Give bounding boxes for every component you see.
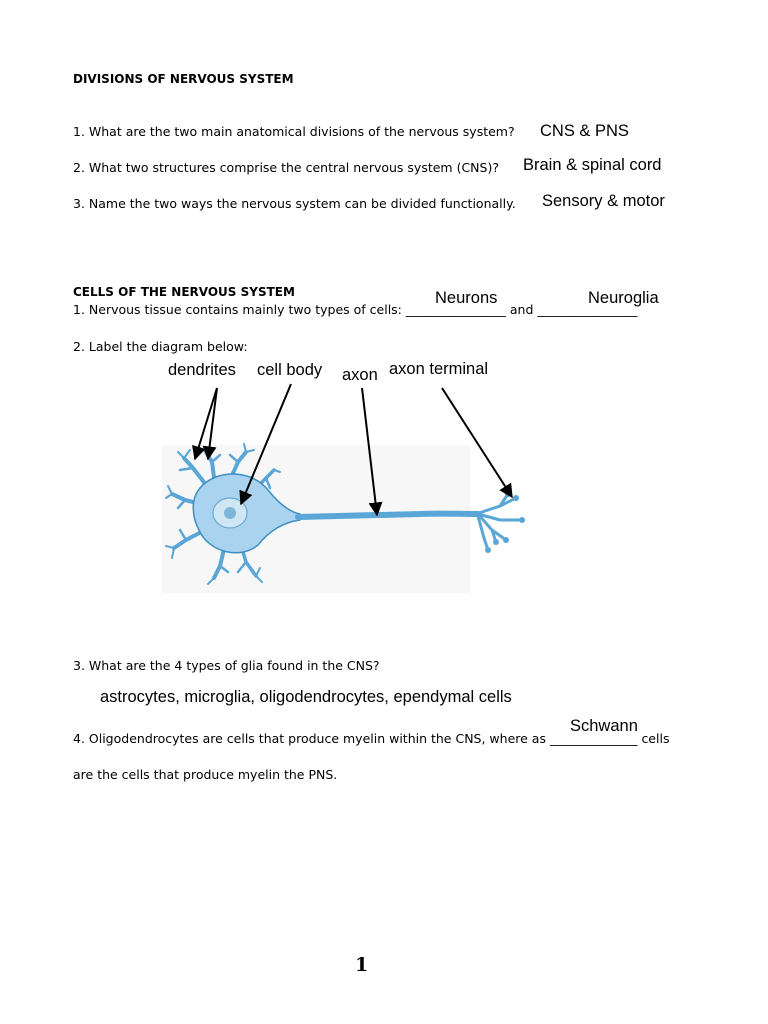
section-heading-divisions: DIVISIONS OF NERVOUS SYSTEM [73,72,294,86]
label-dendrites: dendrites [168,361,236,379]
page-number: 1 [355,954,369,976]
label-cell-body: cell body [257,361,323,379]
answer-blank-2: ________________ [537,302,638,317]
question-divisions-1: 1. What are the two main anatomical divisions of the nervous system? [73,124,515,139]
answer-cells-1-first: Neurons [435,289,498,307]
question-divisions-2: 2. What two structures comprise the central nervous system (CNS)? [73,160,499,175]
answer-divisions-1: CNS & PNS [540,122,629,140]
question-cells-1-text: 1. Nervous tissue contains mainly two types of cells: [73,302,402,317]
answer-blank-1: ________________ [405,302,506,317]
answer-divisions-3: Sensory & motor [542,192,665,210]
question-cells-4-text: 4. Oligodendrocytes are cells that produce myelin within the CNS, where as [73,731,546,746]
answer-divisions-2: Brain & spinal cord [523,156,662,174]
axon-shape [298,514,478,517]
question-cells-4-suffix: cells [641,731,670,746]
question-cells-2: 2. Label the diagram below: [73,339,248,354]
answer-cells-1-second: Neuroglia [588,289,659,307]
axon-terminal-branches [476,494,522,550]
question-cells-1-and: and [509,302,534,317]
question-divisions-3: 3. Name the two ways the nervous system can be divided functionally. [73,196,516,211]
answer-blank-4: ______________ [549,731,638,746]
label-axon: axon [342,366,378,384]
answer-cells-3: astrocytes, microglia, oligodendrocytes, ependymal cells [100,688,512,706]
section-heading-cells: CELLS OF THE NERVOUS SYSTEM [73,285,295,299]
question-cells-3: 3. What are the 4 types of glia found in the CNS? [73,658,380,673]
question-cells-4 [73,731,669,746]
answer-cells-4: Schwann [570,717,638,735]
question-cells-4-line2: are the cells that produce myelin the PNS. [73,767,338,782]
label-axon-terminal: axon terminal [389,360,489,378]
nucleolus-shape [224,507,236,519]
